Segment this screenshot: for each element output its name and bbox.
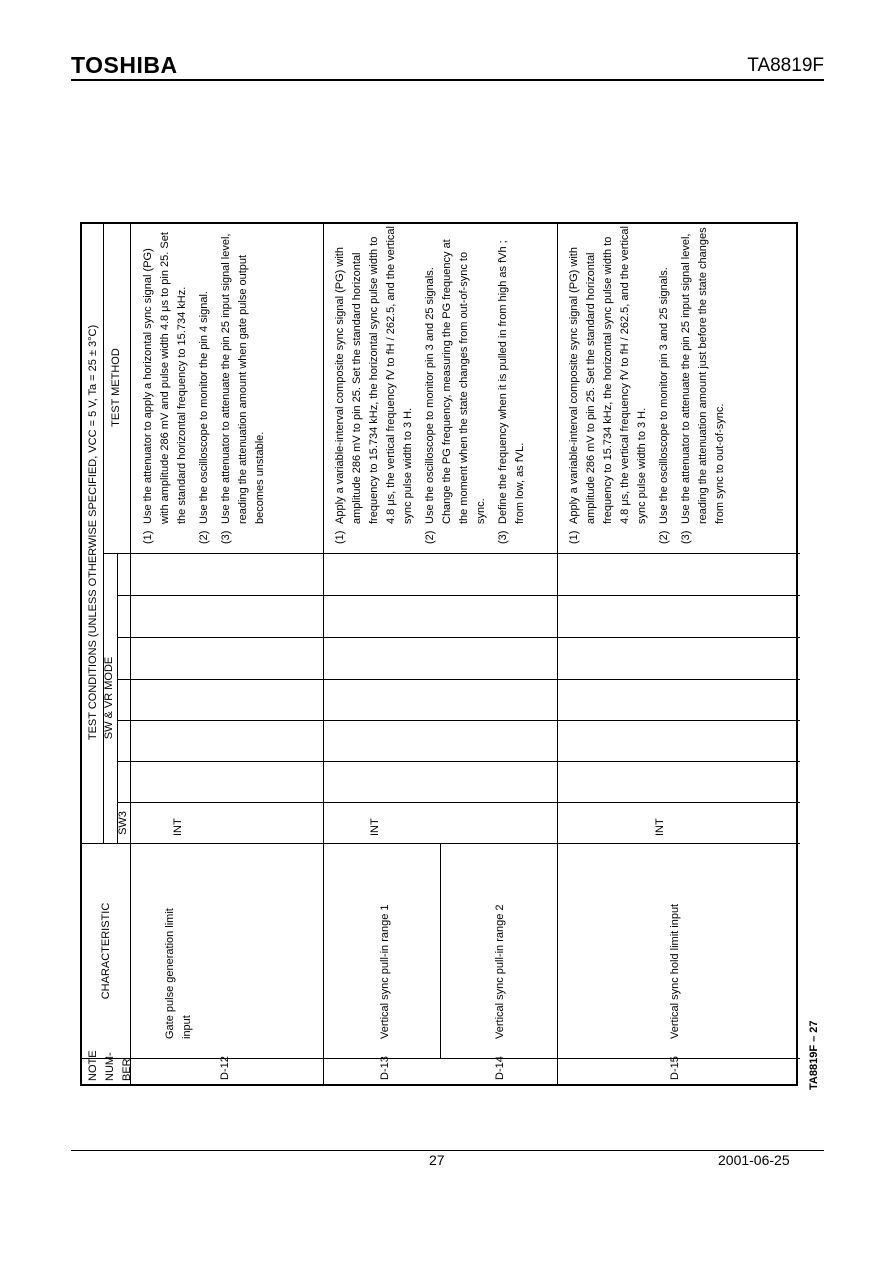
col-divider-note	[82, 1058, 800, 1059]
characteristic-d12: Gate pulse generation limit input	[164, 908, 194, 1039]
revision-date: 2001-06-25	[718, 1152, 790, 1168]
part-number: TA8819F	[747, 55, 824, 76]
row-divider-1	[323, 222, 324, 1084]
method-d13	[332, 226, 535, 544]
method-step: (2) Use the oscilloscope to monitor pin 3 and 25 signals.	[658, 267, 671, 544]
method-step: (3) Use the attenuator to attenuate the pin 25 input signal level, reading the attenuation amount when gate pulse output becomes unstable.	[220, 233, 267, 544]
row-divider-2	[440, 844, 441, 1059]
header-note: NOTE NUM- BER	[87, 1050, 134, 1081]
header-rule	[71, 79, 824, 81]
method-d12	[140, 226, 274, 544]
header-sw-vr-mode: SW & VR MODE	[103, 656, 115, 740]
header-sw3: SW3	[117, 811, 129, 835]
method-step: (3) Use the attenuator to attenuate the pin 25 input signal level, reading the attenuation amount just before the state changes from sync to out-of-sync.	[680, 227, 727, 544]
note-d14: D-14	[494, 1056, 506, 1080]
sw3-d13: INT	[369, 818, 381, 836]
col-divider-characteristic	[82, 843, 800, 844]
sw-subcol-4	[117, 679, 800, 680]
footer-rule	[71, 1150, 824, 1151]
method-step: (3) Define the frequency when it is pulled in from high as fVh ; from low, as fVL.	[497, 240, 527, 544]
sw-subcol-3	[117, 720, 800, 721]
col-divider-method	[103, 553, 800, 554]
characteristic-d15: Vertical sync hold limit input	[669, 903, 681, 1039]
note-d12: D-12	[219, 1056, 231, 1080]
method-step: (1) Apply a variable-interval composite sync signal (PG) with amplitude 286 mV to pin 25. Set the standard horizontal frequency to 15.734 kHz, the horizontal sync pulse width to 4.8 μs, the vertical frequency fV to fH / 262.5, and the vertical sync pulse width to 3 H.	[568, 226, 649, 544]
sw3-d15: INT	[654, 818, 666, 836]
method-step: (2) Use the oscilloscope to monitor the pin 4 signal.	[198, 291, 211, 544]
header-characteristic: CHARACTERISTIC	[100, 902, 112, 1000]
note-d15: D-15	[669, 1056, 681, 1080]
side-page-code: TA8819F – 27	[808, 1020, 820, 1090]
sw-subcol-1	[117, 802, 800, 803]
header-test-method: TEST METHOD	[110, 348, 122, 427]
characteristic-d14: Vertical sync pull-in range 2	[494, 904, 506, 1039]
brand-logo: TOSHIBA	[71, 52, 178, 78]
sw3-d12: INT	[172, 818, 184, 836]
characteristic-d13: Vertical sync pull-in range 1	[379, 904, 391, 1039]
sw-subcol-2	[117, 761, 800, 762]
row-divider-3	[557, 222, 558, 1084]
sw-subcol-6	[117, 595, 800, 596]
method-d15	[566, 226, 734, 544]
method-step: (2) Use the oscilloscope to monitor pin 3 and 25 signals. Change the PG frequency, measuring the PG frequency at the moment when the state changes from out-of-sync to sync.	[424, 239, 488, 544]
sw-subcol-5	[117, 637, 800, 638]
header-test-conditions: TEST CONDITIONS (UNLESS OTHERWISE SPECIFIED, VCC = 5 V, Ta = 25 ± 3°C)	[87, 324, 99, 741]
page-number: 27	[429, 1152, 445, 1168]
method-step: (1) Use the attenuator to apply a horizontal sync signal (PG) with amplitude 286 mV and pulse width 4.8 μs to pin 25. Set the standard horizontal frequency to 15.734 kHz.	[142, 232, 189, 544]
test-conditions-table	[80, 222, 798, 1086]
header-rule-2	[130, 222, 131, 1084]
note-d13: D-13	[379, 1056, 391, 1080]
method-step: (1) Apply a variable-interval composite sync signal (PG) with amplitude 286 mV to pin 25. Set the standard horizontal frequency to 15.734 kHz, the horizontal sync pulse width to 4.8 μs, the vertical frequency fV to fH / 262.5, and the vertical sync pulse width to 3 H.	[334, 226, 415, 544]
